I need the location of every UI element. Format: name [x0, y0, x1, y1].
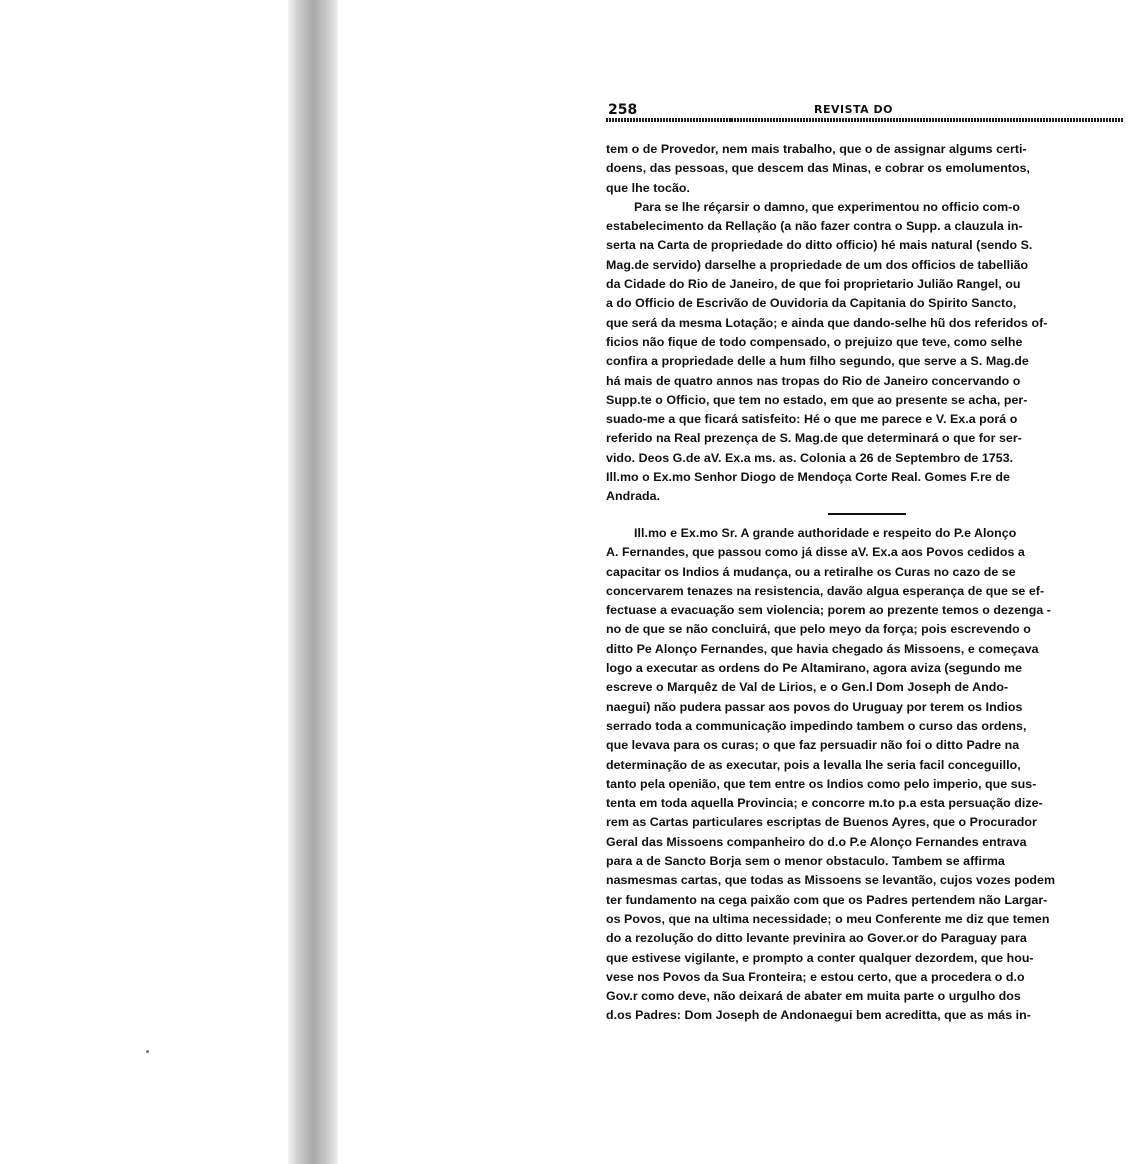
text-line: d.os Padres: Dom Joseph de Andonaegui bem acreditta, que as más in- — [606, 1008, 1031, 1023]
header-rule-right — [731, 118, 1124, 122]
text-line: naegui) não pudera passar aos povos do Uruguay por terem os Indios — [606, 699, 1023, 714]
text-line: tenta em toda aquella Provincia; e concorre m.to p.a esta persuação dize- — [606, 796, 1043, 811]
text-line: há mais de quatro annos nas tropas do Rio de Janeiro concervando o — [606, 373, 1021, 388]
text-line: do a rezolução do ditto levante previnira ao Gover.or do Paraguay para — [606, 931, 1027, 946]
text-line: escreve o Marquêz de Val de Lirios, e o Gen.l Dom Joseph de Ando- — [606, 680, 1009, 695]
text-line: para a de Sancto Borja sem o menor obstaculo. Tambem se affirma — [606, 854, 1005, 869]
text-line: capacitar os Indios á mudança, ou a retiralhe os Curas no cazo de se — [606, 564, 1016, 579]
text-line: Andrada. — [606, 489, 661, 504]
text-line: que lhe tocão. — [606, 180, 691, 195]
text-line: tanto pela openião, que tem entre os Indios como pelo imperio, que sus- — [606, 776, 1037, 791]
text-line: no de que se não concluirá, que pelo meyo da força; pois escrevendo o — [606, 622, 1031, 637]
text-line: Supp.te o Officio, que tem no estado, em que ao presente se acha, per- — [606, 392, 1028, 407]
text-line: que será da mesma Lotação; e ainda que dando-selhe hũ dos referidos of- — [606, 315, 1048, 330]
text-line: A. Fernandes, que passou como já disse aV. Ex.a aos Povos cedidos a — [606, 545, 1025, 560]
text-line: logo a executar as ordens do Pe Altamirano, agora aviza (segundo me — [606, 661, 1023, 676]
text-line: vido. Deos G.de aV. Ex.a ms. as. Colonia a 26 de Septembro de 1753. — [606, 450, 1014, 465]
text-line: referido na Real prezença de S. Mag.de que determinará o que for ser- — [606, 431, 1022, 446]
text-line: estabelecimento da Rellação (a não fazer contra o Supp. a clauzula in- — [606, 219, 1023, 234]
text-line: rem as Cartas particulares escriptas de Buenos Ayres, que o Procurador — [606, 815, 1037, 830]
text-line: vese nos Povos da Sua Fronteira; e estou certo, que a procedera o d.o — [606, 969, 1025, 984]
text-line: Gov.r como deve, não deixará de abater em muita parte o urgulho dos — [606, 989, 1021, 1004]
text-line: Ill.mo e Ex.mo Sr. A grande authoridade e respeito do P.e Alonço — [634, 526, 1017, 540]
running-title: REVISTA DO — [814, 103, 893, 116]
text-line: nasmesmas cartas, que todas as Missoens se levantão, cujos vozes podem — [606, 873, 1056, 888]
text-line: Mag.de servido) darselhe a propriedade de um dos officios de tabellião — [606, 257, 1029, 272]
text-line: ficios não fique de todo compensado, o prejuizo que teve, como selhe — [606, 334, 1023, 349]
text-line: tem o de Provedor, nem mais trabalho, que o de assignar algums certi- — [606, 142, 1027, 156]
text-line: a do Officio de Escrivão de Ouvidoria da Capitania do Spirito Sancto, — [606, 296, 1017, 311]
page-header — [606, 100, 1126, 122]
text-line: concervarem tenazes na resistencia, davão algua esperança de que se ef- — [606, 583, 1045, 598]
text-line: fectuase a evacuação sem violencia; porem ao prezente temos o dezenga - — [606, 603, 1051, 618]
text-line: Para se lhe réçarsir o damno, que experimentou no officio com-o — [634, 199, 1020, 214]
text-line: Geral das Missoens companheiro do d.o P.e Alonço Fernandes entrava — [606, 834, 1027, 849]
page-number: 258 — [608, 102, 638, 118]
text-line: ditto Pe Alonço Fernandes, que havia chegado ás Missoens, e começava — [606, 641, 1039, 656]
section-2-text — [606, 524, 1126, 1026]
text-line: Ill.mo o Ex.mo Senhor Diogo de Mendoça Corte Real. Gomes F.re de — [606, 470, 1010, 485]
text-line: ter fundamento na cega paixão com que os Padres pertendem não Largar- — [606, 892, 1048, 907]
document-page — [606, 100, 1126, 1160]
section-separator — [828, 513, 906, 515]
text-line: doens, das pessoas, que descem das Minas, e cobrar os emolumentos, — [606, 161, 1031, 176]
text-line: os Povos, que na ultima necessidade; o meu Conferente me diz que temen — [606, 911, 1050, 926]
text-line: da Cidade do Rio de Janeiro, de que foi proprietario Julião Rangel, ou — [606, 277, 1021, 292]
book-spine-shadow — [288, 0, 338, 1164]
scan-speck — [146, 1050, 149, 1053]
text-line: que estivese vigilante, e prompto a conter qualquer dezordem, que hou- — [606, 950, 1034, 965]
text-line: serrado toda a communicação impedindo tambem o curso das ordens, — [606, 718, 1027, 733]
text-line: que levava para os curas; o que faz persuadir não foi o ditto Padre na — [606, 738, 1020, 753]
section-1-text — [606, 140, 1126, 507]
text-line: serta na Carta de propriedade do ditto officio) hé mais natural (sendo S. — [606, 238, 1033, 253]
text-line: determinação de as executar, pois a levalla lhe seria facil conceguillo, — [606, 757, 1021, 772]
text-line: suado-me a que ficará satisfeito: Hé o que me parece e V. Ex.a porá o — [606, 412, 1018, 427]
text-line: confira a propriedade delle a hum filho segundo, que serve a S. Mag.de — [606, 354, 1029, 369]
header-rule-left — [606, 118, 744, 122]
